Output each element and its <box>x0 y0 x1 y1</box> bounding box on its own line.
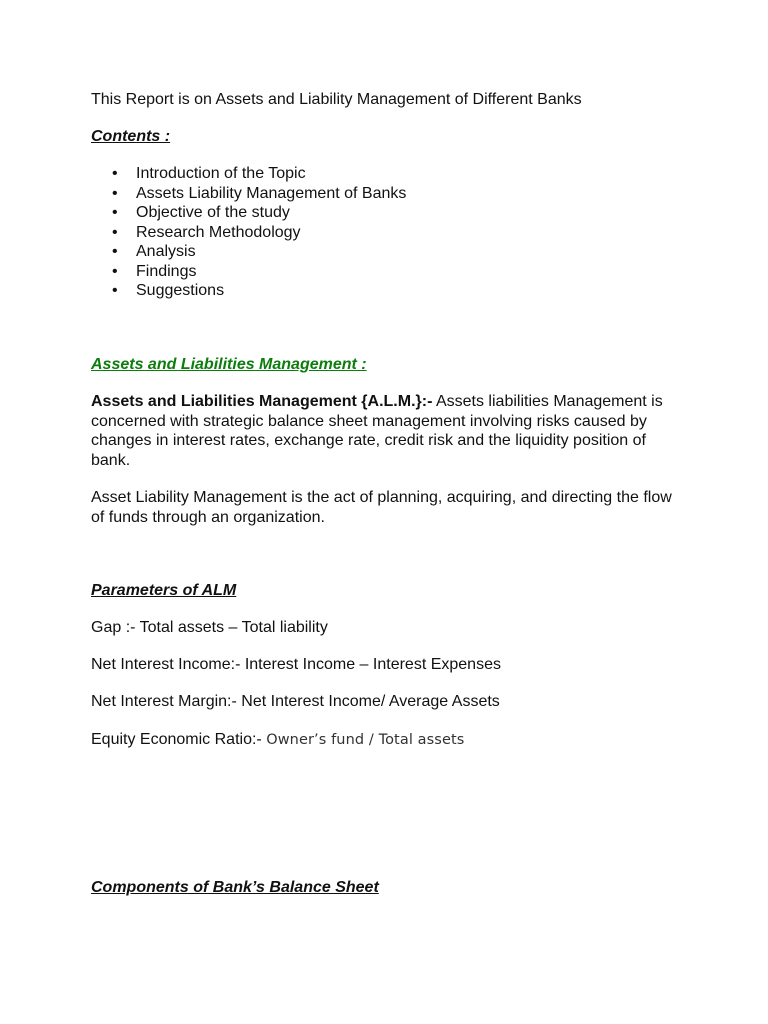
list-item-label: Findings <box>136 262 197 280</box>
bullet-icon: • <box>112 223 118 241</box>
components-heading: Components of Bank’s Balance Sheet <box>91 879 379 896</box>
list-item <box>91 262 406 282</box>
parameter-net-interest-margin: Net Interest Margin:- Net Interest Income/ Average Assets <box>91 693 500 710</box>
intro-text: This Report is on Assets and Liability Management of Different Banks <box>91 91 582 108</box>
alm-definition-paragraph <box>91 392 681 470</box>
list-item <box>91 281 406 301</box>
list-item <box>91 184 406 204</box>
list-item-label: Objective of the study <box>136 204 290 221</box>
list-item-label: Assets Liability Management of Banks <box>136 184 407 202</box>
list-item-label: Suggestions <box>136 282 225 299</box>
eer-formula: Owner’s fund / Total assets <box>266 732 465 748</box>
list-item <box>91 164 406 184</box>
alm-definition-term: Assets and Liabilities Management {A.L.M.}:- <box>91 393 433 410</box>
bullet-icon: • <box>112 243 118 260</box>
alm-description-paragraph: Asset Liability Management is the act of planning, acquiring, and directing the flow of funds through an organization. <box>91 489 672 526</box>
list-item-label: Analysis <box>136 243 196 260</box>
alm-definition-text: Assets liabilities Management is concerned with strategic balance sheet management involving risks caused by changes in interest rates, exchange rate, credit risk and the liquidity position of bank. <box>91 393 663 469</box>
eer-label: Equity Economic Ratio:- <box>91 731 267 748</box>
list-item <box>91 203 406 223</box>
parameter-equity-economic-ratio <box>91 730 464 751</box>
list-item-label: Introduction of the Topic <box>136 165 306 182</box>
list-item-label: Research Methodology <box>136 223 301 241</box>
contents-heading: Contents : <box>91 128 171 145</box>
parameters-heading: Parameters of ALM <box>91 582 237 599</box>
bullet-icon: • <box>112 282 118 299</box>
parameter-gap: Gap :- Total assets – Total liability <box>91 619 328 636</box>
bullet-icon: • <box>112 165 118 182</box>
bullet-icon: • <box>112 184 118 202</box>
list-item <box>91 242 406 262</box>
bullet-icon: • <box>112 204 118 221</box>
parameter-net-interest-income: Net Interest Income:- Interest Income – Interest Expenses <box>91 656 501 673</box>
contents-list <box>91 164 406 301</box>
alm-heading: Assets and Liabilities Management : <box>91 356 367 373</box>
list-item <box>91 223 406 243</box>
bullet-icon: • <box>112 262 118 280</box>
